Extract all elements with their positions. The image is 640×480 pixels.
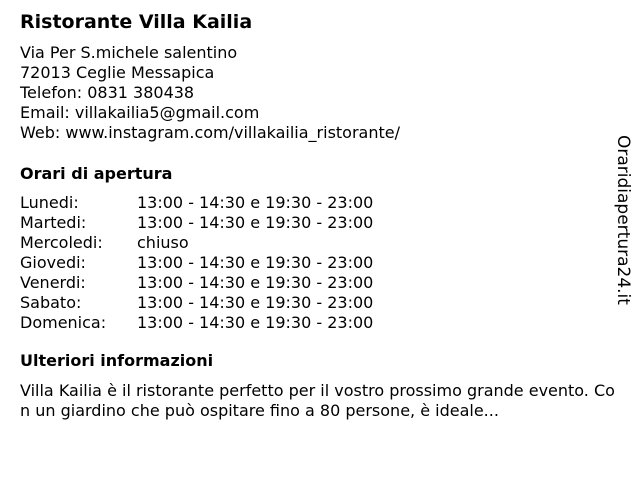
hours-row-friday xyxy=(20,273,610,293)
hours-day: Venerdi: xyxy=(20,273,86,292)
hours-day: Domenica: xyxy=(20,313,107,332)
further-info-text: Villa Kailia è il ristorante perfetto per il vostro prossimo grande evento. Con un giardino che può ospitare fino a 80 persone, è ideale... xyxy=(20,381,615,420)
site-watermark: Oraridiapertura24.it xyxy=(613,135,633,305)
business-card xyxy=(20,10,615,421)
hours-row-saturday xyxy=(20,293,610,313)
hours-time: 13:00 - 14:30 e 19:30 - 23:00 xyxy=(137,273,374,292)
email-line: Email: villakailia5@gmail.com xyxy=(20,103,260,122)
hours-row-tuesday xyxy=(20,213,610,233)
hours-time: 13:00 - 14:30 e 19:30 - 23:00 xyxy=(137,213,374,232)
opening-hours-heading: Orari di apertura xyxy=(20,164,173,183)
hours-day: Mercoledi: xyxy=(20,233,103,252)
hours-time: 13:00 - 14:30 e 19:30 - 23:00 xyxy=(137,253,374,272)
hours-day: Lunedi: xyxy=(20,193,79,212)
hours-time: 13:00 - 14:30 e 19:30 - 23:00 xyxy=(137,313,374,332)
hours-day: Martedi: xyxy=(20,213,87,232)
hours-row-sunday xyxy=(20,313,610,333)
hours-time: chiuso xyxy=(137,233,189,252)
hours-row-wednesday xyxy=(20,233,610,253)
opening-hours-table xyxy=(20,193,610,333)
hours-time: 13:00 - 14:30 e 19:30 - 23:00 xyxy=(137,293,374,312)
hours-day: Giovedi: xyxy=(20,253,86,272)
hours-day: Sabato: xyxy=(20,293,82,312)
web-line: Web: www.instagram.com/villakailia_ristorante/ xyxy=(20,123,400,142)
address-city: 72013 Ceglie Messapica xyxy=(20,63,215,82)
business-name: Ristorante Villa Kailia xyxy=(20,11,253,33)
hours-time: 13:00 - 14:30 e 19:30 - 23:00 xyxy=(137,193,374,212)
hours-row-thursday xyxy=(20,253,610,273)
address-block xyxy=(20,43,610,143)
further-info-heading: Ulteriori informazioni xyxy=(20,351,214,370)
phone-line: Telefon: 0831 380438 xyxy=(20,83,195,102)
address-street: Via Per S.michele salentino xyxy=(20,43,238,62)
hours-row-monday xyxy=(20,193,610,213)
